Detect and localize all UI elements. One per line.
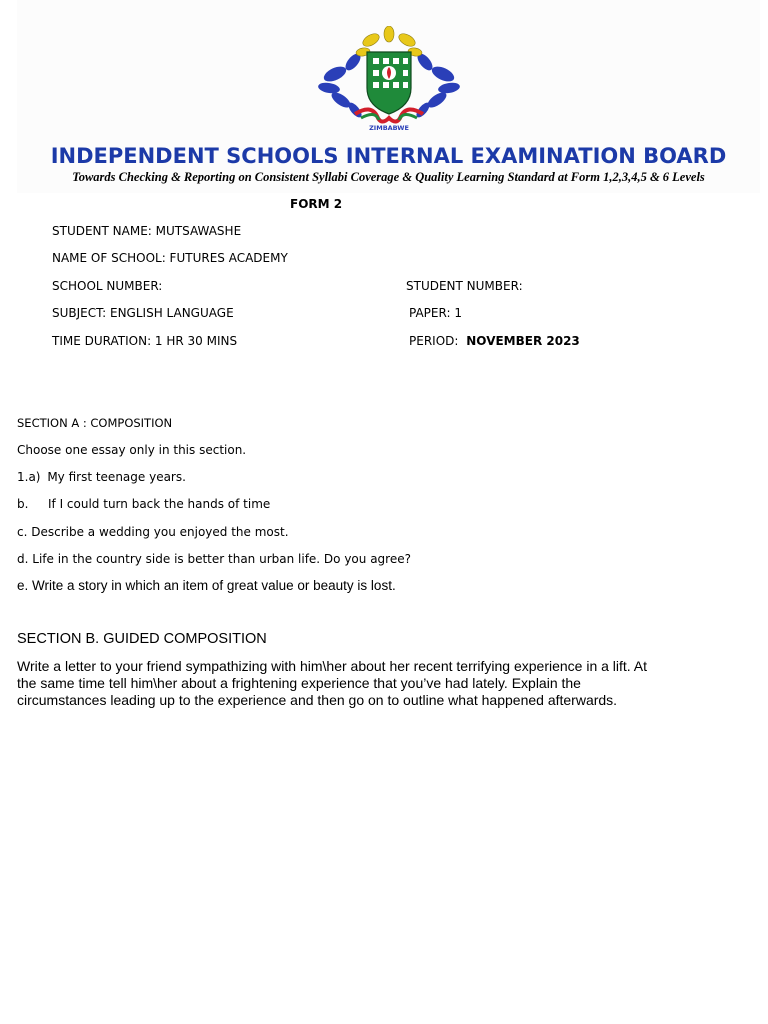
essay-option-text: Write a story in which an item of great value or beauty is lost. — [32, 578, 396, 593]
period-value: NOVEMBER 2023 — [466, 334, 580, 348]
period-label: PERIOD: — [409, 334, 459, 348]
board-tagline: Towards Checking & Reporting on Consistent Syllabi Coverage & Quality Learning Standard at Form 1,2,3,4,5 & 6 Levels — [72, 170, 705, 184]
essay-option — [17, 497, 271, 511]
essay-option-label: b. — [17, 497, 29, 511]
period — [409, 334, 580, 348]
section-b-body: Write a letter to your friend sympathizing with him\her about her recent terrifying experience in a lift. At the same time tell him\her about a frightening experience that you’ve had lately. Explain the circumstances leading up to the experience and then go on to outline what happened afterwards. — [17, 658, 648, 708]
essay-option-label: c. — [17, 525, 28, 539]
crest-logo — [315, 26, 463, 134]
form-level: FORM 2 — [290, 197, 343, 211]
essay-option — [17, 470, 186, 484]
school-number: SCHOOL NUMBER: — [52, 279, 163, 293]
essay-option — [17, 525, 289, 539]
essay-option-text: Describe a wedding you enjoyed the most. — [31, 525, 289, 539]
essay-option — [17, 552, 411, 566]
time-duration: TIME DURATION: 1 HR 30 MINS — [52, 334, 238, 348]
subject: SUBJECT: ENGLISH LANGUAGE — [52, 306, 234, 320]
student-name: STUDENT NAME: MUTSAWASHE — [52, 224, 242, 238]
section-b-title: SECTION B. GUIDED COMPOSITION — [17, 631, 267, 647]
essay-option-label: d. — [17, 552, 29, 566]
section-a-title: SECTION A : COMPOSITION — [17, 416, 173, 430]
section-a-instruction: Choose one essay only in this section. — [17, 443, 247, 457]
paper: PAPER: 1 — [409, 306, 462, 320]
student-number: STUDENT NUMBER: — [406, 279, 523, 293]
essay-option-label: 1.a) — [17, 470, 41, 484]
board-title: INDEPENDENT SCHOOLS INTERNAL EXAMINATION BOARD — [50, 144, 727, 168]
school-name: NAME OF SCHOOL: FUTURES ACADEMY — [52, 251, 288, 265]
essay-option-label: e. — [17, 578, 29, 593]
essay-option — [17, 578, 396, 593]
crest-country-label: ZIMBABWE — [369, 124, 409, 132]
essay-option-text: My first teenage years. — [47, 470, 186, 484]
essay-option-text: If I could turn back the hands of time — [48, 497, 271, 511]
essay-option-text: Life in the country side is better than urban life. Do you agree? — [32, 552, 411, 566]
